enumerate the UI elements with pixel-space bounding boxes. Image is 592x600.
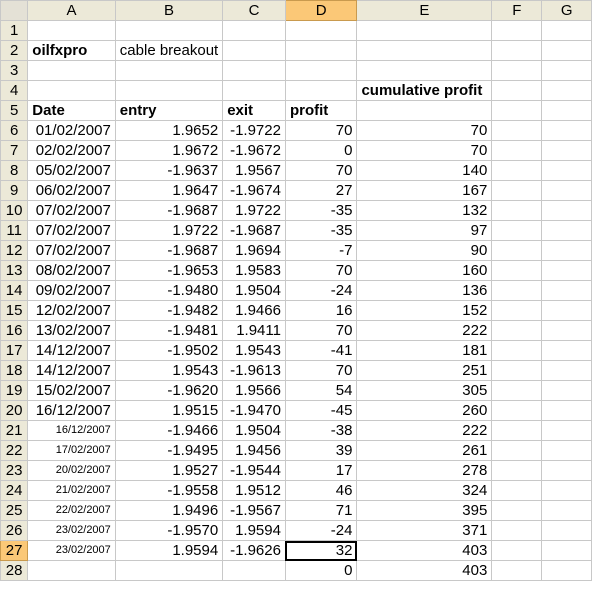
row-header-20[interactable]: 20	[1, 401, 28, 421]
cell-f16[interactable]	[492, 321, 542, 341]
cell-e7[interactable]: 70	[357, 141, 492, 161]
row-header-22[interactable]: 22	[1, 441, 28, 461]
cell-g18[interactable]	[542, 361, 592, 381]
sheet-row	[1, 321, 592, 341]
cell-c1[interactable]	[223, 21, 286, 41]
cell-c11[interactable]: -1.9687	[223, 221, 286, 241]
cell-g8[interactable]	[542, 161, 592, 181]
cell-c28[interactable]	[223, 561, 286, 581]
cell-b19[interactable]: -1.9620	[115, 381, 222, 401]
cell-a1[interactable]	[28, 21, 116, 41]
cell-c12[interactable]: 1.9694	[223, 241, 286, 261]
cell-c2[interactable]	[223, 41, 286, 61]
row-header-5[interactable]: 5	[1, 101, 28, 121]
cell-e17[interactable]: 181	[357, 341, 492, 361]
cell-a28[interactable]	[28, 561, 116, 581]
column-header-e[interactable]: E	[357, 1, 492, 21]
cell-b16[interactable]: -1.9481	[115, 321, 222, 341]
cell-d16[interactable]: 70	[285, 321, 357, 341]
cell-g16[interactable]	[542, 321, 592, 341]
cell-b8[interactable]: -1.9637	[115, 161, 222, 181]
cell-e10[interactable]: 132	[357, 201, 492, 221]
cell-e14[interactable]: 136	[357, 281, 492, 301]
cell-f17[interactable]	[492, 341, 542, 361]
row-header-18[interactable]: 18	[1, 361, 28, 381]
sheet-row	[1, 41, 592, 61]
cell-f21[interactable]	[492, 421, 542, 441]
cell-e15[interactable]: 152	[357, 301, 492, 321]
cell-b28[interactable]	[115, 561, 222, 581]
cell-g7[interactable]	[542, 141, 592, 161]
sheet-row	[1, 441, 592, 461]
cell-e6[interactable]: 70	[357, 121, 492, 141]
cell-f9[interactable]	[492, 181, 542, 201]
cell-c5[interactable]: exit	[223, 101, 286, 121]
row-header-8[interactable]: 8	[1, 161, 28, 181]
cell-b2[interactable]: cable breakout	[115, 41, 222, 61]
cell-d12[interactable]: -7	[285, 241, 357, 261]
cell-b7[interactable]: 1.9672	[115, 141, 222, 161]
cell-e26[interactable]: 371	[357, 521, 492, 541]
row-header-24[interactable]: 24	[1, 481, 28, 501]
cell-g11[interactable]	[542, 221, 592, 241]
cell-b24[interactable]: -1.9558	[115, 481, 222, 501]
cell-g9[interactable]	[542, 181, 592, 201]
cell-g2[interactable]	[542, 41, 592, 61]
sheet-row	[1, 241, 592, 261]
cell-a5[interactable]: Date	[28, 101, 116, 121]
cell-d3[interactable]	[285, 61, 357, 81]
cell-a16[interactable]: 13/02/2007	[28, 321, 116, 341]
sheet-row	[1, 421, 592, 441]
cell-g6[interactable]	[542, 121, 592, 141]
cell-e25[interactable]: 395	[357, 501, 492, 521]
sheet-row	[1, 101, 592, 121]
cell-a21[interactable]: 16/12/2007	[28, 421, 116, 441]
sheet-row	[1, 481, 592, 501]
cell-d14[interactable]: -24	[285, 281, 357, 301]
cell-a13[interactable]: 08/02/2007	[28, 261, 116, 281]
cell-g10[interactable]	[542, 201, 592, 221]
cell-f25[interactable]	[492, 501, 542, 521]
column-header-a[interactable]: A	[28, 1, 116, 21]
cell-e1[interactable]	[357, 21, 492, 41]
cell-f4[interactable]	[492, 81, 542, 101]
cell-d8[interactable]: 70	[285, 161, 357, 181]
cell-a22[interactable]: 17/02/2007	[28, 441, 116, 461]
sheet-row	[1, 221, 592, 241]
row-header-14[interactable]: 14	[1, 281, 28, 301]
column-header-c[interactable]: C	[223, 1, 286, 21]
row-header-23[interactable]: 23	[1, 461, 28, 481]
cell-d15[interactable]: 16	[285, 301, 357, 321]
cell-d18[interactable]: 70	[285, 361, 357, 381]
cell-b4[interactable]	[115, 81, 222, 101]
cell-f26[interactable]	[492, 521, 542, 541]
cell-g12[interactable]	[542, 241, 592, 261]
cell-b13[interactable]: -1.9653	[115, 261, 222, 281]
sheet-row	[1, 461, 592, 481]
cell-c25[interactable]: -1.9567	[223, 501, 286, 521]
cell-g20[interactable]	[542, 401, 592, 421]
cell-c9[interactable]: -1.9674	[223, 181, 286, 201]
cell-c19[interactable]: 1.9566	[223, 381, 286, 401]
row-header-21[interactable]: 21	[1, 421, 28, 441]
column-header-g[interactable]: G	[542, 1, 592, 21]
column-header-f[interactable]: F	[492, 1, 542, 21]
cell-f27[interactable]	[492, 541, 542, 561]
cell-g24[interactable]	[542, 481, 592, 501]
cell-b15[interactable]: -1.9482	[115, 301, 222, 321]
cell-a10[interactable]: 07/02/2007	[28, 201, 116, 221]
cell-g15[interactable]	[542, 301, 592, 321]
cell-b14[interactable]: -1.9480	[115, 281, 222, 301]
cell-e21[interactable]: 222	[357, 421, 492, 441]
cell-g14[interactable]	[542, 281, 592, 301]
row-header-3[interactable]: 3	[1, 61, 28, 81]
cell-f2[interactable]	[492, 41, 542, 61]
cell-d10[interactable]: -35	[285, 201, 357, 221]
cell-c18[interactable]: -1.9613	[223, 361, 286, 381]
cell-a20[interactable]: 16/12/2007	[28, 401, 116, 421]
sheet-row	[1, 541, 592, 561]
sheet-row	[1, 121, 592, 141]
column-header-d[interactable]: D	[285, 1, 357, 21]
cell-f22[interactable]	[492, 441, 542, 461]
cell-g23[interactable]	[542, 461, 592, 481]
cell-e24[interactable]: 324	[357, 481, 492, 501]
cell-c4[interactable]	[223, 81, 286, 101]
sheet-row	[1, 361, 592, 381]
cell-e4[interactable]: cumulative profit	[357, 81, 492, 101]
cell-d27[interactable]: 32	[285, 541, 357, 561]
cell-d5[interactable]: profit	[285, 101, 357, 121]
sheet-row	[1, 201, 592, 221]
cell-c3[interactable]	[223, 61, 286, 81]
cell-c26[interactable]: 1.9594	[223, 521, 286, 541]
cell-a26[interactable]: 23/02/2007	[28, 521, 116, 541]
cell-a4[interactable]	[28, 81, 116, 101]
row-header-9[interactable]: 9	[1, 181, 28, 201]
cell-f28[interactable]	[492, 561, 542, 581]
cell-a2[interactable]: oilfxpro	[28, 41, 116, 61]
cell-g28[interactable]	[542, 561, 592, 581]
cell-g17[interactable]	[542, 341, 592, 361]
cell-d2[interactable]	[285, 41, 357, 61]
cell-a25[interactable]: 22/02/2007	[28, 501, 116, 521]
cell-d24[interactable]: 46	[285, 481, 357, 501]
cell-e2[interactable]	[357, 41, 492, 61]
cell-g5[interactable]	[542, 101, 592, 121]
cell-e16[interactable]: 222	[357, 321, 492, 341]
cell-b11[interactable]: 1.9722	[115, 221, 222, 241]
cell-f11[interactable]	[492, 221, 542, 241]
sheet-row	[1, 181, 592, 201]
sheet-row	[1, 21, 592, 41]
cell-f15[interactable]	[492, 301, 542, 321]
cell-b10[interactable]: -1.9687	[115, 201, 222, 221]
sheet-row	[1, 81, 592, 101]
cell-b6[interactable]: 1.9652	[115, 121, 222, 141]
row-header-11[interactable]: 11	[1, 221, 28, 241]
cell-c22[interactable]: 1.9456	[223, 441, 286, 461]
cell-f20[interactable]	[492, 401, 542, 421]
cell-d23[interactable]: 17	[285, 461, 357, 481]
cell-d7[interactable]: 0	[285, 141, 357, 161]
cell-f13[interactable]	[492, 261, 542, 281]
cell-a8[interactable]: 05/02/2007	[28, 161, 116, 181]
cell-e3[interactable]	[357, 61, 492, 81]
cell-e20[interactable]: 260	[357, 401, 492, 421]
cell-c13[interactable]: 1.9583	[223, 261, 286, 281]
cell-d17[interactable]: -41	[285, 341, 357, 361]
cell-a17[interactable]: 14/12/2007	[28, 341, 116, 361]
cell-d22[interactable]: 39	[285, 441, 357, 461]
row-header-27[interactable]: 27	[1, 541, 28, 561]
cell-d19[interactable]: 54	[285, 381, 357, 401]
cell-g1[interactable]	[542, 21, 592, 41]
row-header-4[interactable]: 4	[1, 81, 28, 101]
cell-b21[interactable]: -1.9466	[115, 421, 222, 441]
sheet-row	[1, 281, 592, 301]
cell-e28[interactable]: 403	[357, 561, 492, 581]
cell-a9[interactable]: 06/02/2007	[28, 181, 116, 201]
row-header-25[interactable]: 25	[1, 501, 28, 521]
select-all-corner[interactable]	[1, 1, 28, 21]
cell-a7[interactable]: 02/02/2007	[28, 141, 116, 161]
sheet-row	[1, 301, 592, 321]
cell-c8[interactable]: 1.9567	[223, 161, 286, 181]
row-header-7[interactable]: 7	[1, 141, 28, 161]
sheet-row	[1, 561, 592, 581]
cell-a6[interactable]: 01/02/2007	[28, 121, 116, 141]
cell-e23[interactable]: 278	[357, 461, 492, 481]
cell-b26[interactable]: -1.9570	[115, 521, 222, 541]
cell-d13[interactable]: 70	[285, 261, 357, 281]
cell-g4[interactable]	[542, 81, 592, 101]
cell-g21[interactable]	[542, 421, 592, 441]
cell-b17[interactable]: -1.9502	[115, 341, 222, 361]
cell-a27[interactable]: 23/02/2007	[28, 541, 116, 561]
cell-c27[interactable]: -1.9626	[223, 541, 286, 561]
cell-c17[interactable]: 1.9543	[223, 341, 286, 361]
cell-d1[interactable]	[285, 21, 357, 41]
cell-g13[interactable]	[542, 261, 592, 281]
cell-f1[interactable]	[492, 21, 542, 41]
cell-e11[interactable]: 97	[357, 221, 492, 241]
cell-f23[interactable]	[492, 461, 542, 481]
sheet-row	[1, 161, 592, 181]
cell-b27[interactable]: 1.9594	[115, 541, 222, 561]
sheet-row	[1, 401, 592, 421]
sheet-row	[1, 341, 592, 361]
cell-e9[interactable]: 167	[357, 181, 492, 201]
cell-d20[interactable]: -45	[285, 401, 357, 421]
row-header-1[interactable]: 1	[1, 21, 28, 41]
cell-b9[interactable]: 1.9647	[115, 181, 222, 201]
cell-f5[interactable]	[492, 101, 542, 121]
cell-e8[interactable]: 140	[357, 161, 492, 181]
cell-c21[interactable]: 1.9504	[223, 421, 286, 441]
cell-c20[interactable]: -1.9470	[223, 401, 286, 421]
row-header-12[interactable]: 12	[1, 241, 28, 261]
row-header-26[interactable]: 26	[1, 521, 28, 541]
cell-d4[interactable]	[285, 81, 357, 101]
cell-c14[interactable]: 1.9504	[223, 281, 286, 301]
cell-d21[interactable]: -38	[285, 421, 357, 441]
cell-d6[interactable]: 70	[285, 121, 357, 141]
cell-e27[interactable]: 403	[357, 541, 492, 561]
cell-a11[interactable]: 07/02/2007	[28, 221, 116, 241]
sheet-row	[1, 141, 592, 161]
cell-f12[interactable]	[492, 241, 542, 261]
cell-b1[interactable]	[115, 21, 222, 41]
cell-b23[interactable]: 1.9527	[115, 461, 222, 481]
cell-a24[interactable]: 21/02/2007	[28, 481, 116, 501]
cell-g22[interactable]	[542, 441, 592, 461]
cell-c23[interactable]: -1.9544	[223, 461, 286, 481]
cell-b3[interactable]	[115, 61, 222, 81]
cell-f3[interactable]	[492, 61, 542, 81]
cell-f14[interactable]	[492, 281, 542, 301]
cell-e18[interactable]: 251	[357, 361, 492, 381]
cell-e22[interactable]: 261	[357, 441, 492, 461]
column-header-b[interactable]: B	[115, 1, 222, 21]
cell-c24[interactable]: 1.9512	[223, 481, 286, 501]
cell-f6[interactable]	[492, 121, 542, 141]
cell-b12[interactable]: -1.9687	[115, 241, 222, 261]
cell-g3[interactable]	[542, 61, 592, 81]
cell-c15[interactable]: 1.9466	[223, 301, 286, 321]
cell-e12[interactable]: 90	[357, 241, 492, 261]
cell-b22[interactable]: -1.9495	[115, 441, 222, 461]
cell-g25[interactable]	[542, 501, 592, 521]
cell-d25[interactable]: 71	[285, 501, 357, 521]
row-header-10[interactable]: 10	[1, 201, 28, 221]
row-header-6[interactable]: 6	[1, 121, 28, 141]
cell-g27[interactable]	[542, 541, 592, 561]
cell-d9[interactable]: 27	[285, 181, 357, 201]
cell-g19[interactable]	[542, 381, 592, 401]
cell-b20[interactable]: 1.9515	[115, 401, 222, 421]
row-header-2[interactable]: 2	[1, 41, 28, 61]
cell-d26[interactable]: -24	[285, 521, 357, 541]
cell-b25[interactable]: 1.9496	[115, 501, 222, 521]
cell-g26[interactable]	[542, 521, 592, 541]
cell-f24[interactable]	[492, 481, 542, 501]
cell-e13[interactable]: 160	[357, 261, 492, 281]
cell-b18[interactable]: 1.9543	[115, 361, 222, 381]
row-header-28[interactable]: 28	[1, 561, 28, 581]
row-header-15[interactable]: 15	[1, 301, 28, 321]
cell-a23[interactable]: 20/02/2007	[28, 461, 116, 481]
cell-a12[interactable]: 07/02/2007	[28, 241, 116, 261]
row-header-13[interactable]: 13	[1, 261, 28, 281]
cell-a19[interactable]: 15/02/2007	[28, 381, 116, 401]
cell-f8[interactable]	[492, 161, 542, 181]
sheet-row	[1, 381, 592, 401]
cell-a14[interactable]: 09/02/2007	[28, 281, 116, 301]
row-header-16[interactable]: 16	[1, 321, 28, 341]
cell-e19[interactable]: 305	[357, 381, 492, 401]
cell-f18[interactable]	[492, 361, 542, 381]
cell-f19[interactable]	[492, 381, 542, 401]
cell-a18[interactable]: 14/12/2007	[28, 361, 116, 381]
cell-f7[interactable]	[492, 141, 542, 161]
sheet-row	[1, 521, 592, 541]
cell-a15[interactable]: 12/02/2007	[28, 301, 116, 321]
cell-a3[interactable]	[28, 61, 116, 81]
cell-c10[interactable]: 1.9722	[223, 201, 286, 221]
cell-d28[interactable]: 0	[285, 561, 357, 581]
cell-b5[interactable]: entry	[115, 101, 222, 121]
cell-c16[interactable]: 1.9411	[223, 321, 286, 341]
cell-f10[interactable]	[492, 201, 542, 221]
row-header-19[interactable]: 19	[1, 381, 28, 401]
cell-c6[interactable]: -1.9722	[223, 121, 286, 141]
cell-e5[interactable]	[357, 101, 492, 121]
sheet-row	[1, 61, 592, 81]
sheet-row	[1, 261, 592, 281]
sheet-row	[1, 501, 592, 521]
row-header-17[interactable]: 17	[1, 341, 28, 361]
cell-c7[interactable]: -1.9672	[223, 141, 286, 161]
cell-d11[interactable]: -35	[285, 221, 357, 241]
